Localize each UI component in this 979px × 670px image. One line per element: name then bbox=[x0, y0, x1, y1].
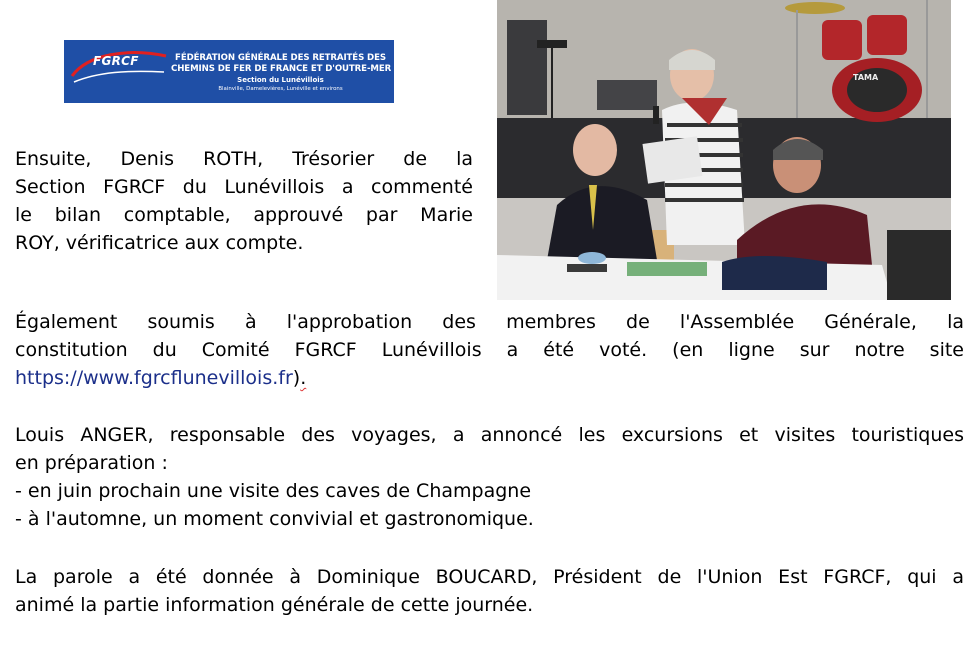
paragraph-committee bbox=[15, 308, 964, 392]
paragraph-president bbox=[15, 563, 964, 619]
paragraph-treasurer bbox=[15, 145, 473, 257]
paragraph-line: Également soumis à l'approbation des membres de l'Assemblée Générale, la bbox=[15, 311, 964, 333]
logo-text bbox=[171, 53, 390, 93]
logo-line-2: CHEMINS DE FER DE FRANCE ET D'OUTRE-MER bbox=[171, 64, 392, 74]
logo-mark-text: FGRCF bbox=[93, 54, 139, 68]
paragraph-line: constitution du Comité FGRCF Lunévillois a été voté. (en ligne sur notre site bbox=[15, 339, 964, 361]
list-item: - à l'automne, un moment convivial et gastronomique. bbox=[15, 508, 534, 530]
paragraph-trips bbox=[15, 421, 964, 533]
logo-line-1: FÉDÉRATION GÉNÉRALE DES RETRAITÉS DES bbox=[175, 53, 386, 63]
paragraph-line: Section FGRCF du Lunévillois a commenté bbox=[15, 176, 473, 198]
meeting-photo bbox=[497, 0, 951, 300]
list-item: - en juin prochain une visite des caves de Champagne bbox=[15, 480, 532, 502]
drum-brand-label: TAMA bbox=[853, 73, 879, 82]
paragraph-line-link bbox=[15, 364, 964, 392]
paragraph-line: le bilan comptable, approuvé par Marie bbox=[15, 204, 473, 226]
logo-line-4: Blainville, Damelevières, Lunéville et environs bbox=[218, 86, 343, 92]
link-close-paren: ) bbox=[292, 367, 301, 389]
paragraph-line: animé la partie information générale de cette journée. bbox=[15, 594, 534, 616]
paragraph-line: Louis ANGER, responsable des voyages, a annoncé les excursions et visites touristiques bbox=[15, 424, 964, 446]
paragraph-line: La parole a été donnée à Dominique BOUCARD, Président de l'Union Est FGRCF, qui a bbox=[15, 566, 964, 588]
meeting-photo-illustration bbox=[497, 0, 951, 300]
logo-line-3: Section du Lunévillois bbox=[237, 76, 324, 84]
paragraph-line: Ensuite, Denis ROTH, Trésorier de la bbox=[15, 148, 473, 170]
paragraph-line: ROY, vérificatrice aux compte. bbox=[15, 232, 304, 254]
final-period: . bbox=[300, 367, 307, 389]
fgrcf-logo-banner bbox=[64, 40, 394, 103]
website-link[interactable]: https://www.fgrcflunevillois.fr bbox=[15, 367, 293, 389]
paragraph-line: en préparation : bbox=[15, 452, 168, 474]
